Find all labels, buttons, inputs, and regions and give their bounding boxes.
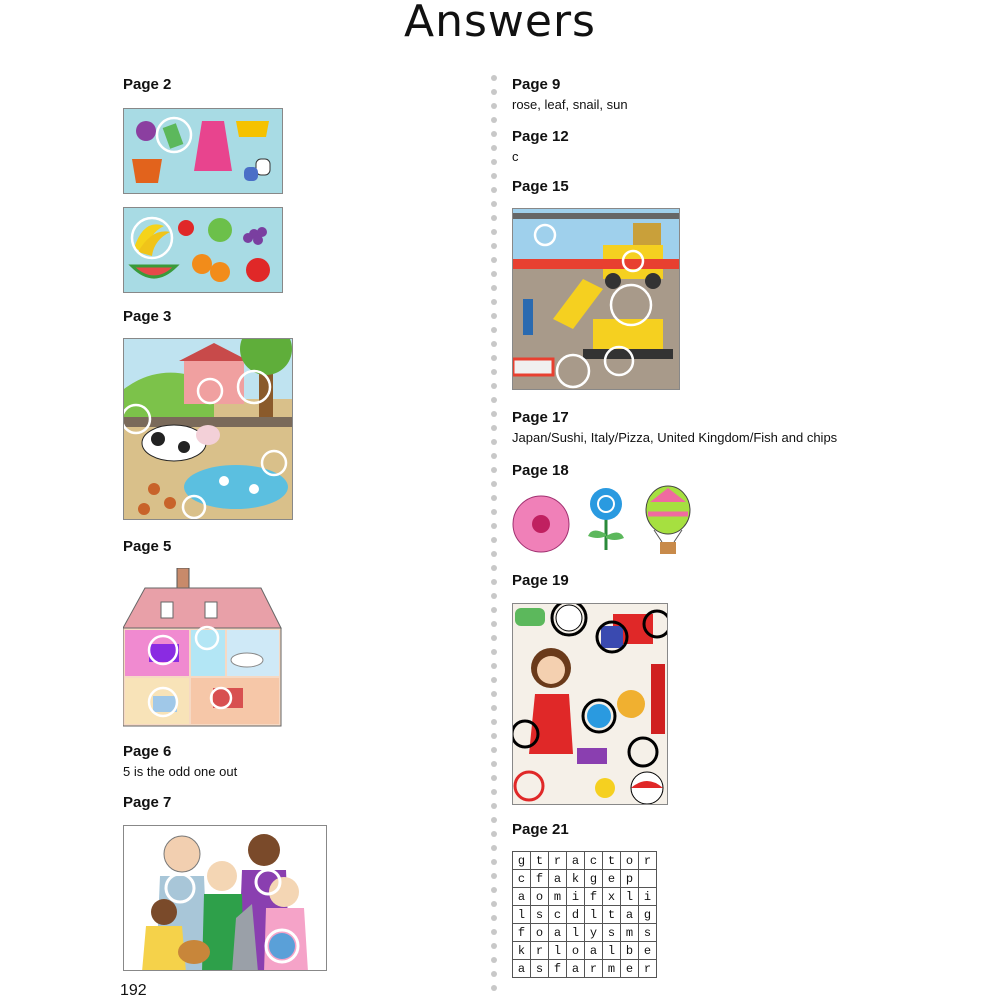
divider-dot (491, 495, 497, 501)
answer-page-17: Japan/Sushi, Italy/Pizza, United Kingdom/Fish and chips (512, 430, 838, 445)
divider-dot (491, 985, 497, 991)
divider-dot (491, 929, 497, 935)
word-search-cell: t (603, 852, 621, 870)
heading-page-18: Page 18 (512, 462, 569, 479)
word-search-cell: r (531, 942, 549, 960)
divider-dot (491, 257, 497, 263)
divider-dot (491, 173, 497, 179)
word-search-cell: r (639, 960, 657, 978)
blue-rose-icon (588, 488, 624, 550)
divider-dot (491, 775, 497, 781)
column-divider (490, 75, 498, 1000)
answer-page-12: c (512, 149, 519, 164)
word-search-cell: f (549, 960, 567, 978)
word-search-cell: t (603, 906, 621, 924)
divider-dot (491, 285, 497, 291)
word-search-cell: a (621, 906, 639, 924)
divider-dot (491, 243, 497, 249)
clothes-picture (123, 108, 283, 194)
word-search-cell: l (567, 924, 585, 942)
divider-dot (491, 327, 497, 333)
divider-dot (491, 355, 497, 361)
word-search-cell: a (585, 942, 603, 960)
word-search-cell: i (567, 888, 585, 906)
page-title: Answers (404, 0, 596, 47)
divider-dot (491, 341, 497, 347)
word-search-cell: l (603, 942, 621, 960)
word-search-cell: f (585, 888, 603, 906)
divider-dot (491, 761, 497, 767)
divider-dot (491, 607, 497, 613)
word-search-cell: a (549, 870, 567, 888)
hot-air-balloon-icon (646, 486, 690, 554)
word-search-cell: r (549, 852, 567, 870)
divider-dot (491, 131, 497, 137)
word-search-cell: y (585, 924, 603, 942)
word-search-row (513, 888, 657, 906)
heading-page-19: Page 19 (512, 572, 569, 589)
heading-page-15: Page 15 (512, 178, 569, 195)
divider-dot (491, 803, 497, 809)
divider-dot (491, 187, 497, 193)
divider-dot (491, 621, 497, 627)
divider-dot (491, 145, 497, 151)
page-18-pictures (512, 484, 692, 556)
divider-dot (491, 75, 497, 81)
divider-dot (491, 369, 497, 375)
word-search-cell: t (531, 852, 549, 870)
heading-page-21: Page 21 (512, 821, 569, 838)
divider-dot (491, 593, 497, 599)
divider-dot (491, 971, 497, 977)
word-search-row (513, 924, 657, 942)
divider-dot (491, 509, 497, 515)
word-search-row (513, 942, 657, 960)
word-search-cell: g (585, 870, 603, 888)
pink-flower-icon (513, 496, 569, 552)
divider-dot (491, 537, 497, 543)
word-search-cell: f (531, 870, 549, 888)
answer-page-6: 5 is the odd one out (123, 764, 238, 779)
divider-dot (491, 733, 497, 739)
divider-dot (491, 103, 497, 109)
divider-dot (491, 957, 497, 963)
divider-dot (491, 201, 497, 207)
divider-dot (491, 523, 497, 529)
divider-dot (491, 467, 497, 473)
word-search-cell: o (621, 852, 639, 870)
word-search-cell: k (513, 942, 531, 960)
divider-dot (491, 705, 497, 711)
divider-dot (491, 313, 497, 319)
family-picture (123, 825, 327, 971)
divider-dot (491, 299, 497, 305)
fruit-picture (123, 207, 283, 293)
word-search-cell: g (513, 852, 531, 870)
word-search-cell: s (639, 924, 657, 942)
word-search-cell: e (603, 870, 621, 888)
answer-page-9: rose, leaf, snail, sun (512, 97, 628, 112)
page-number: 192 (120, 982, 147, 999)
heading-page-7: Page 7 (123, 794, 172, 811)
divider-dot (491, 789, 497, 795)
divider-dot (491, 887, 497, 893)
word-search-grid (512, 851, 657, 978)
word-search-cell: m (549, 888, 567, 906)
word-search-cell: f (513, 924, 531, 942)
divider-dot (491, 831, 497, 837)
divider-dot (491, 649, 497, 655)
word-search-cell: l (621, 888, 639, 906)
heading-page-2: Page 2 (123, 76, 172, 93)
word-search-cell: r (639, 852, 657, 870)
word-search-cell: m (603, 960, 621, 978)
word-search-cell: m (621, 924, 639, 942)
word-search-cell: c (585, 852, 603, 870)
divider-dot (491, 943, 497, 949)
word-search-cell (639, 870, 657, 888)
heading-page-17: Page 17 (512, 409, 569, 426)
construction-picture (512, 208, 680, 390)
divider-dot (491, 859, 497, 865)
word-search-row (513, 852, 657, 870)
divider-dot (491, 817, 497, 823)
word-search-cell: o (531, 888, 549, 906)
word-search-cell: c (549, 906, 567, 924)
word-search-cell: o (567, 942, 585, 960)
word-search-cell: o (531, 924, 549, 942)
divider-dot (491, 677, 497, 683)
heading-page-3: Page 3 (123, 308, 172, 325)
word-search-cell: k (567, 870, 585, 888)
divider-dot (491, 565, 497, 571)
word-search-cell: l (549, 942, 567, 960)
divider-dot (491, 453, 497, 459)
divider-dot (491, 229, 497, 235)
word-search-cell: e (621, 960, 639, 978)
word-search-cell: l (585, 906, 603, 924)
divider-dot (491, 845, 497, 851)
heading-page-6: Page 6 (123, 743, 172, 760)
word-search-cell: a (567, 960, 585, 978)
divider-dot (491, 117, 497, 123)
divider-dot (491, 425, 497, 431)
toys-picture (512, 603, 668, 805)
word-search-row (513, 870, 657, 888)
word-search-row (513, 960, 657, 978)
word-search-cell: g (639, 906, 657, 924)
word-search-cell: s (603, 924, 621, 942)
word-search-cell: e (639, 942, 657, 960)
divider-dot (491, 579, 497, 585)
word-search-cell: b (621, 942, 639, 960)
divider-dot (491, 215, 497, 221)
divider-dot (491, 383, 497, 389)
heading-page-12: Page 12 (512, 128, 569, 145)
heading-page-9: Page 9 (512, 76, 561, 93)
heading-page-5: Page 5 (123, 538, 172, 555)
divider-dot (491, 551, 497, 557)
word-search-cell: i (639, 888, 657, 906)
divider-dot (491, 271, 497, 277)
divider-dot (491, 481, 497, 487)
divider-dot (491, 719, 497, 725)
divider-dot (491, 635, 497, 641)
divider-dot (491, 159, 497, 165)
word-search-cell: r (585, 960, 603, 978)
divider-dot (491, 89, 497, 95)
divider-dot (491, 747, 497, 753)
divider-dot (491, 873, 497, 879)
word-search-cell: a (567, 852, 585, 870)
divider-dot (491, 411, 497, 417)
divider-dot (491, 439, 497, 445)
word-search-cell: p (621, 870, 639, 888)
word-search-row (513, 906, 657, 924)
word-search-cell: a (513, 888, 531, 906)
divider-dot (491, 397, 497, 403)
word-search-cell: a (513, 960, 531, 978)
divider-dot (491, 663, 497, 669)
word-search-cell: s (531, 906, 549, 924)
word-search-cell: l (513, 906, 531, 924)
word-search-cell: s (531, 960, 549, 978)
word-search-cell: x (603, 888, 621, 906)
divider-dot (491, 915, 497, 921)
word-search-cell: c (513, 870, 531, 888)
divider-dot (491, 691, 497, 697)
word-search-cell: d (567, 906, 585, 924)
farm-picture (123, 338, 293, 520)
dollhouse-picture (123, 568, 283, 728)
word-search-cell: a (549, 924, 567, 942)
divider-dot (491, 901, 497, 907)
